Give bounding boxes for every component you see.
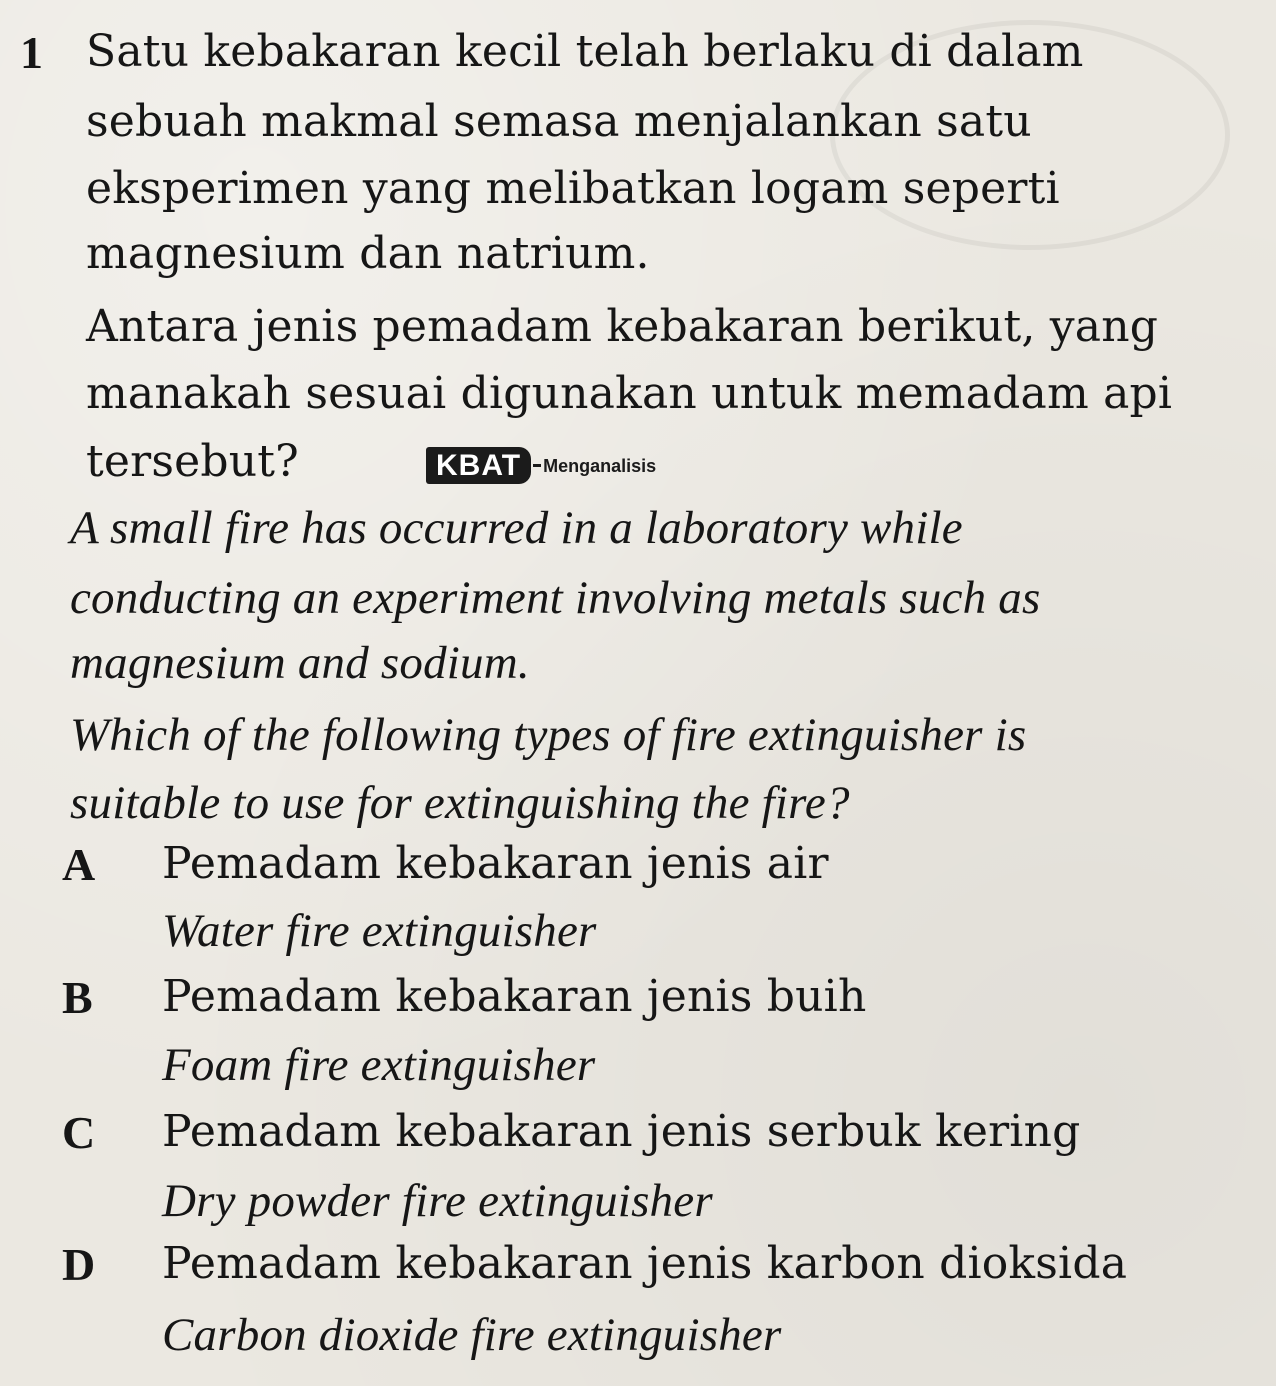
option-d-letter: D xyxy=(62,1239,96,1290)
question-malay-line: eksperimen yang melibatkan logam seperti xyxy=(86,163,1060,214)
option-a-malay: Pemadam kebakaran jenis air xyxy=(162,838,829,889)
kbat-badge: KBAT xyxy=(426,447,531,484)
question-english-line: suitable to use for extinguishing the fire? xyxy=(70,777,850,829)
kbat-label xyxy=(426,447,656,484)
option-d-english: Carbon dioxide fire extinguisher xyxy=(162,1309,782,1361)
question-english-line: conducting an experiment involving metals such as xyxy=(70,572,1041,624)
option-c-letter: C xyxy=(62,1107,96,1158)
question-malay-line: manakah sesuai digunakan untuk memadam api xyxy=(86,368,1173,419)
question-number: 1 xyxy=(20,27,43,78)
option-b-english: Foam fire extinguisher xyxy=(162,1039,596,1091)
kbat-connector xyxy=(533,464,541,467)
option-a-english: Water fire extinguisher xyxy=(162,905,597,957)
question-english-line: A small fire has occurred in a laboratory while xyxy=(70,502,963,554)
question-malay-line: tersebut? xyxy=(86,436,299,487)
question-english-line: magnesium and sodium. xyxy=(70,637,530,689)
question-malay-line: magnesium dan natrium. xyxy=(86,228,650,279)
option-c-malay: Pemadam kebakaran jenis serbuk kering xyxy=(162,1106,1081,1157)
option-b-malay: Pemadam kebakaran jenis buih xyxy=(162,971,867,1022)
option-a-letter: A xyxy=(62,839,96,890)
question-english-line: Which of the following types of fire extinguisher is xyxy=(70,709,1027,761)
question-malay-line: Satu kebakaran kecil telah berlaku di dalam xyxy=(86,26,1084,77)
option-d-malay: Pemadam kebakaran jenis karbon dioksida xyxy=(162,1238,1128,1289)
option-c-english: Dry powder fire extinguisher xyxy=(162,1175,713,1227)
kbat-skill: Menganalisis xyxy=(543,455,657,476)
option-b-letter: B xyxy=(62,972,93,1023)
question-malay-line: sebuah makmal semasa menjalankan satu xyxy=(86,96,1032,147)
question-malay-line: Antara jenis pemadam kebakaran berikut, yang xyxy=(86,301,1159,352)
